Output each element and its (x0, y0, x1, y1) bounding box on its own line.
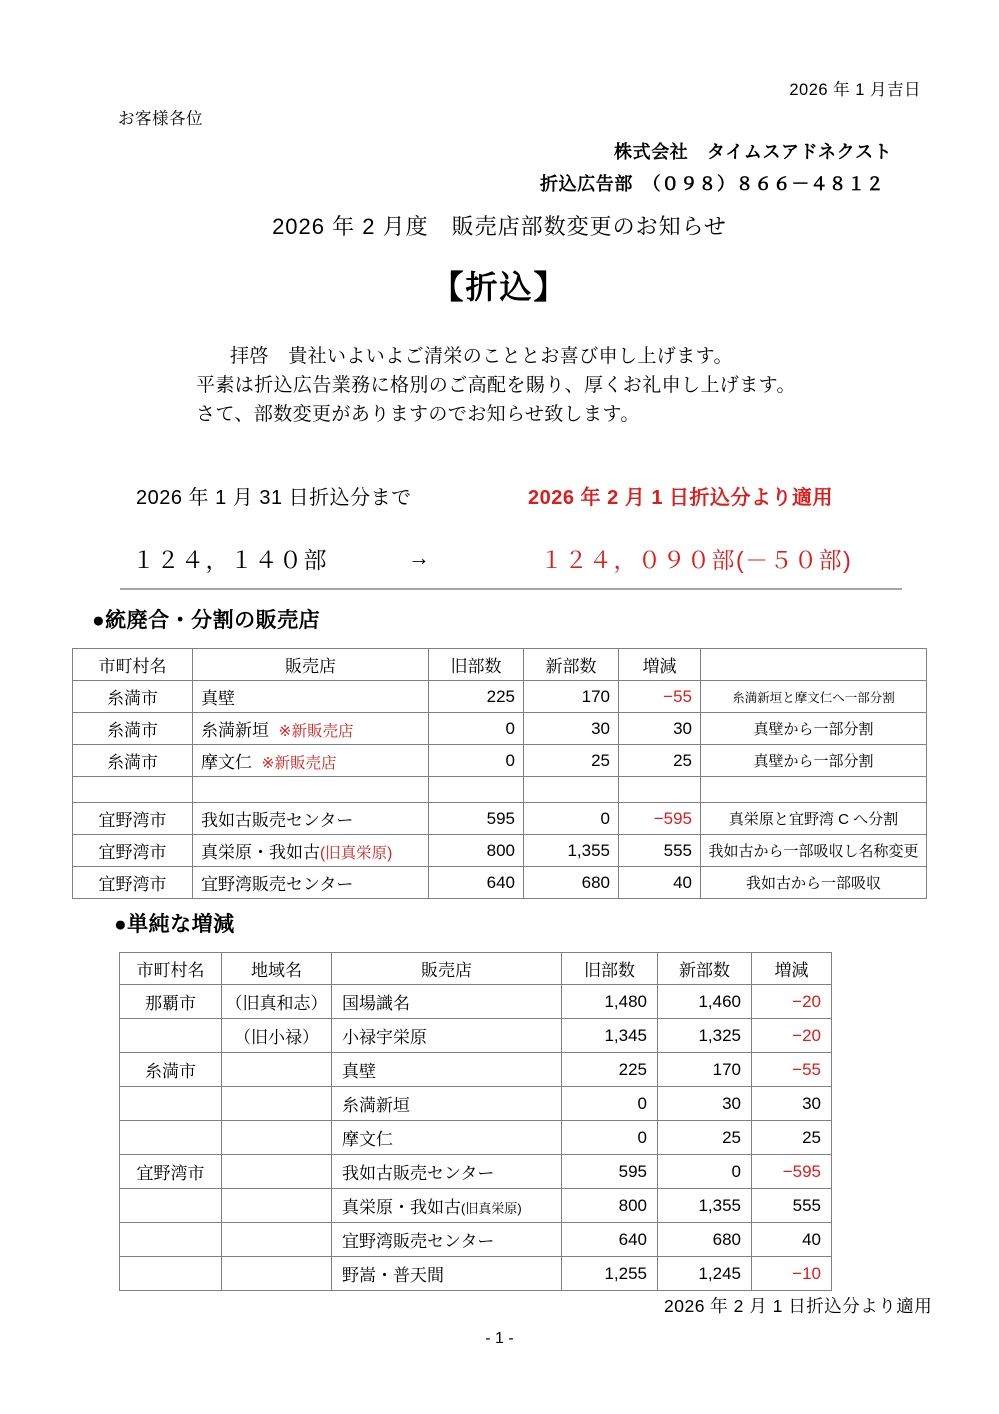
store-name: 糸満新垣 (201, 721, 269, 740)
table-row (120, 1053, 832, 1087)
cell-note: 糸満新垣と摩文仁へ一部分割 (701, 681, 927, 713)
table-consolidation (72, 648, 927, 899)
table-row (120, 1257, 832, 1291)
col-city: 市町村名 (120, 953, 222, 985)
cell-new-count: 0 (658, 1155, 752, 1189)
cell-area: （旧真和志） (222, 985, 332, 1019)
greeting-line-2: 平素は折込広告業務に格別のご高配を賜り、厚くお礼申し上げます。 (196, 375, 796, 396)
cell-note: 真栄原と宜野湾 C へ分割 (701, 803, 927, 835)
cell-store (332, 1087, 562, 1121)
col-city: 市町村名 (73, 649, 193, 681)
store-name: 我如古販売センター (201, 811, 354, 830)
cell-area (222, 1223, 332, 1257)
cell-new-count: 1,325 (658, 1019, 752, 1053)
cell-old-count: 595 (429, 803, 524, 835)
cell-city: 宜野湾市 (73, 867, 193, 899)
cell-new-count: 1,355 (524, 835, 619, 867)
cell-old-count: 0 (562, 1121, 658, 1155)
cell-note: 真壁から一部分割 (701, 713, 927, 745)
cell-area (222, 1257, 332, 1291)
col-area: 地域名 (222, 953, 332, 985)
cell-old-count: 225 (429, 681, 524, 713)
store-name: 摩文仁 (201, 753, 252, 772)
table-row (73, 681, 927, 713)
cell-store (193, 803, 429, 835)
cell-new-count: 1,355 (658, 1189, 752, 1223)
cell-new-count: 170 (524, 681, 619, 713)
cell-area (222, 1121, 332, 1155)
col-change: 増減 (619, 649, 701, 681)
cell-area (222, 1155, 332, 1189)
col-note (701, 649, 927, 681)
cell-change: 40 (619, 867, 701, 899)
cell-store (193, 713, 429, 745)
table-simple-change (119, 952, 832, 1291)
cell-city (120, 1019, 222, 1053)
table-row (73, 713, 927, 745)
cell-store (332, 1121, 562, 1155)
store-former-name: (旧真栄原) (461, 1201, 522, 1216)
store-former-name: (旧真栄原) (320, 845, 393, 862)
table-row (120, 1155, 832, 1189)
cell-spacer (701, 777, 927, 803)
cell-city: 那覇市 (120, 985, 222, 1019)
cell-new-count: 0 (524, 803, 619, 835)
cell-new-count: 680 (524, 867, 619, 899)
cell-store (332, 1189, 562, 1223)
summary-old-value: １２４，１４０部 (132, 547, 328, 573)
cell-change: 25 (619, 745, 701, 777)
store-name: 真壁 (342, 1062, 376, 1081)
cell-old-count: 640 (429, 867, 524, 899)
cell-spacer (619, 777, 701, 803)
cell-old-count: 800 (562, 1189, 658, 1223)
section-heading-consolidation: ●統廃合・分割の販売店 (92, 609, 321, 632)
cell-city (120, 1189, 222, 1223)
store-new-tag: ※新販売店 (278, 723, 354, 740)
cell-store (193, 835, 429, 867)
cell-note: 真壁から一部分割 (701, 745, 927, 777)
cell-new-count: 30 (658, 1087, 752, 1121)
cell-change: 40 (752, 1223, 832, 1257)
store-name: 野嵩・普天間 (342, 1266, 444, 1285)
company-name: 株式会社 タイムスアドネクスト (614, 142, 893, 162)
page-title: 2026 年 2 月度 販売店部数変更のお知らせ (272, 214, 727, 239)
cell-city: 宜野湾市 (73, 803, 193, 835)
table-row (73, 803, 927, 835)
cell-old-count: 800 (429, 835, 524, 867)
cell-change: −55 (752, 1053, 832, 1087)
store-name: 真壁 (201, 689, 235, 708)
table-header-row (73, 649, 927, 681)
cell-new-count: 25 (658, 1121, 752, 1155)
cell-new-count: 25 (524, 745, 619, 777)
arrow-icon: → (408, 545, 430, 570)
table-row (120, 985, 832, 1019)
cell-area (222, 1053, 332, 1087)
table-row (120, 1019, 832, 1053)
footer-note: 2026 年 2 月 1 日折込分より適用 (664, 1296, 933, 1316)
store-name: 摩文仁 (342, 1130, 393, 1149)
cell-new-count: 1,460 (658, 985, 752, 1019)
cell-city: 糸満市 (73, 713, 193, 745)
col-old-count: 旧部数 (562, 953, 658, 985)
cell-change: 30 (619, 713, 701, 745)
cell-change: −55 (619, 681, 701, 713)
col-store: 販売店 (193, 649, 429, 681)
cell-area: （旧小禄） (222, 1019, 332, 1053)
store-name: 宜野湾販売センター (342, 1232, 495, 1251)
col-old-count: 旧部数 (429, 649, 524, 681)
cell-old-count: 640 (562, 1223, 658, 1257)
cell-spacer (524, 777, 619, 803)
cell-store (193, 745, 429, 777)
cell-old-count: 0 (429, 745, 524, 777)
department-contact: 折込広告部 （０９８）８６６－４８１２ (540, 174, 885, 194)
page-subtitle: 【折込】 (431, 269, 568, 305)
store-new-tag: ※新販売店 (261, 755, 337, 772)
cell-change: −20 (752, 985, 832, 1019)
cell-store (332, 1257, 562, 1291)
cell-change: −20 (752, 1019, 832, 1053)
cell-change: −595 (619, 803, 701, 835)
table-spacer-row (73, 777, 927, 803)
cell-new-count: 30 (524, 713, 619, 745)
table-row (73, 745, 927, 777)
cell-old-count: 0 (562, 1087, 658, 1121)
table-row (120, 1087, 832, 1121)
cell-store (193, 867, 429, 899)
col-new-count: 新部数 (524, 649, 619, 681)
cell-change: 25 (752, 1121, 832, 1155)
cell-old-count: 595 (562, 1155, 658, 1189)
cell-note: 我如古から一部吸収し名称変更 (701, 835, 927, 867)
cell-store (332, 985, 562, 1019)
cell-spacer (73, 777, 193, 803)
addressee: お客様各位 (118, 110, 203, 128)
col-new-count: 新部数 (658, 953, 752, 985)
cell-spacer (193, 777, 429, 803)
cell-area (222, 1189, 332, 1223)
greeting-line-3: さて、部数変更がありますのでお知らせ致します。 (196, 404, 640, 425)
table-row (120, 1121, 832, 1155)
cell-old-count: 1,255 (562, 1257, 658, 1291)
section-heading-simple-change: ●単純な増減 (114, 913, 235, 936)
cell-store (332, 1019, 562, 1053)
cell-spacer (429, 777, 524, 803)
page-number: - 1 - (485, 1330, 514, 1347)
cell-store (332, 1155, 562, 1189)
cell-new-count: 1,245 (658, 1257, 752, 1291)
store-name: 宜野湾販売センター (201, 875, 354, 894)
cell-old-count: 1,345 (562, 1019, 658, 1053)
cell-change: 30 (752, 1087, 832, 1121)
table-row (120, 1223, 832, 1257)
cell-new-count: 170 (658, 1053, 752, 1087)
cell-old-count: 225 (562, 1053, 658, 1087)
cell-change: −595 (752, 1155, 832, 1189)
table-header-row (120, 953, 832, 985)
summary-new-value: １２４，０９０部(－５０部) (540, 547, 853, 573)
greeting-line-1: 拝啓 貴社いよいよご清栄のこととお喜び申し上げます。 (230, 346, 733, 367)
store-name: 国場識名 (342, 994, 410, 1013)
cell-city (120, 1223, 222, 1257)
store-name: 我如古販売センター (342, 1164, 495, 1183)
cell-note: 我如古から一部吸収 (701, 867, 927, 899)
divider (120, 588, 902, 590)
cell-city: 糸満市 (120, 1053, 222, 1087)
cell-change: −10 (752, 1257, 832, 1291)
cell-change: 555 (752, 1189, 832, 1223)
cell-city: 宜野湾市 (120, 1155, 222, 1189)
cell-city (120, 1257, 222, 1291)
document-date: 2026 年 1 月吉日 (789, 81, 921, 99)
cell-city (120, 1121, 222, 1155)
table-row (73, 835, 927, 867)
store-name: 糸満新垣 (342, 1096, 410, 1115)
cell-city (120, 1087, 222, 1121)
summary-old-label: 2026 年 1 月 31 日折込分まで (136, 487, 412, 509)
table-row (120, 1189, 832, 1223)
cell-old-count: 0 (429, 713, 524, 745)
cell-old-count: 1,480 (562, 985, 658, 1019)
cell-city: 宜野湾市 (73, 835, 193, 867)
summary-new-label: 2026 年 2 月 1 日折込分より適用 (528, 487, 834, 509)
cell-city: 糸満市 (73, 745, 193, 777)
table-row (73, 867, 927, 899)
cell-change: 555 (619, 835, 701, 867)
store-name: 真栄原・我如古 (201, 843, 320, 862)
greeting-block (196, 342, 796, 429)
col-store: 販売店 (332, 953, 562, 985)
cell-new-count: 680 (658, 1223, 752, 1257)
cell-store (332, 1223, 562, 1257)
cell-area (222, 1087, 332, 1121)
col-change: 増減 (752, 953, 832, 985)
cell-city: 糸満市 (73, 681, 193, 713)
cell-store (332, 1053, 562, 1087)
store-name: 小禄宇栄原 (342, 1028, 427, 1047)
store-name: 真栄原・我如古 (342, 1198, 461, 1217)
cell-store (193, 681, 429, 713)
